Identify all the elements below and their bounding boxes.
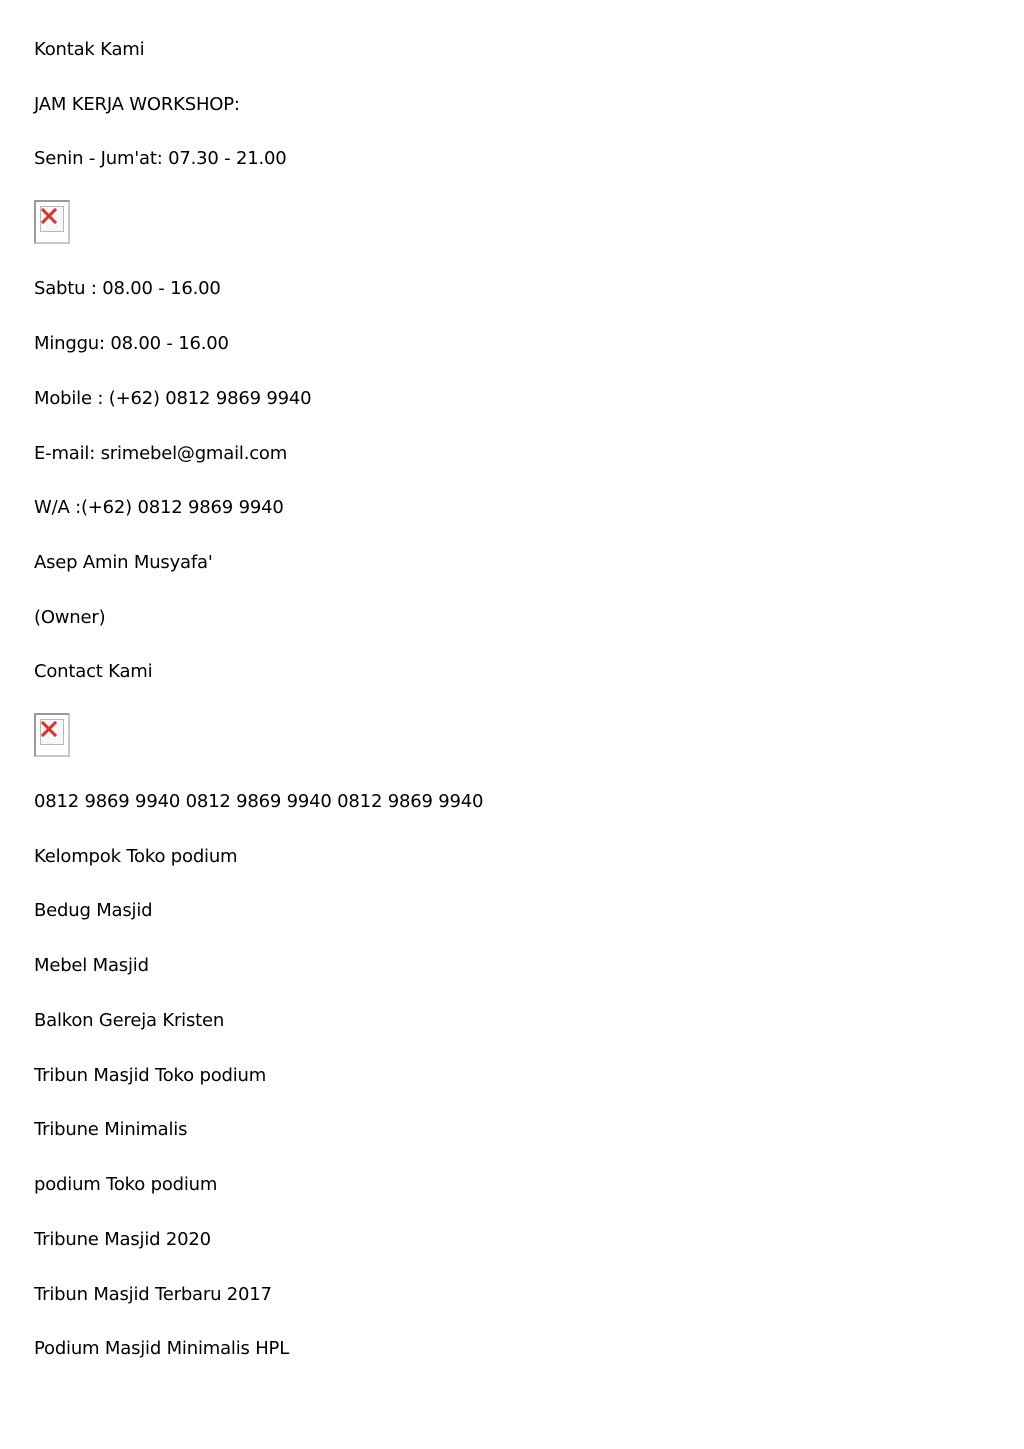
link-mebel-masjid[interactable]: Mebel Masjid <box>34 955 149 976</box>
link-tribune-minimalis[interactable]: Tribune Minimalis <box>34 1119 188 1140</box>
mobile-number: Mobile : (+62) 0812 9869 9940 <box>34 388 312 409</box>
link-balkon-gereja-kristen[interactable]: Balkon Gereja Kristen <box>34 1010 225 1031</box>
link-podium-toko-podium[interactable]: podium Toko podium <box>34 1174 218 1195</box>
broken-image-icon <box>34 713 70 757</box>
hours-saturday: Sabtu : 08.00 - 16.00 <box>34 278 221 299</box>
heading-contact-kami: Contact Kami <box>34 661 153 682</box>
link-podium-masjid-minimalis-hpl[interactable]: Podium Masjid Minimalis HPL <box>34 1338 290 1359</box>
link-tribune-masjid-2020[interactable]: Tribune Masjid 2020 <box>34 1229 211 1250</box>
link-bedug-masjid[interactable]: Bedug Masjid <box>34 900 153 921</box>
heading-kontak-kami: Kontak Kami <box>34 39 145 60</box>
phone-numbers: 0812 9869 9940 0812 9869 9940 0812 9869 9940 <box>34 791 484 812</box>
owner-name: Asep Amin Musyafa' <box>34 552 213 573</box>
link-tribun-masjid-toko-podium[interactable]: Tribun Masjid Toko podium <box>34 1065 267 1086</box>
link-kelompok-toko-podium[interactable]: Kelompok Toko podium <box>34 846 238 867</box>
email-address: E-mail: srimebel@gmail.com <box>34 443 288 464</box>
hours-weekdays: Senin - Jum'at: 07.30 - 21.00 <box>34 148 287 169</box>
link-tribun-masjid-terbaru-2017[interactable]: Tribun Masjid Terbaru 2017 <box>34 1284 272 1305</box>
workshop-hours-heading: JAM KERJA WORKSHOP: <box>34 94 240 115</box>
broken-image-icon <box>34 200 70 244</box>
whatsapp-number: W/A :(+62) 0812 9869 9940 <box>34 497 284 518</box>
hours-sunday: Minggu: 08.00 - 16.00 <box>34 333 229 354</box>
owner-title: (Owner) <box>34 607 106 628</box>
